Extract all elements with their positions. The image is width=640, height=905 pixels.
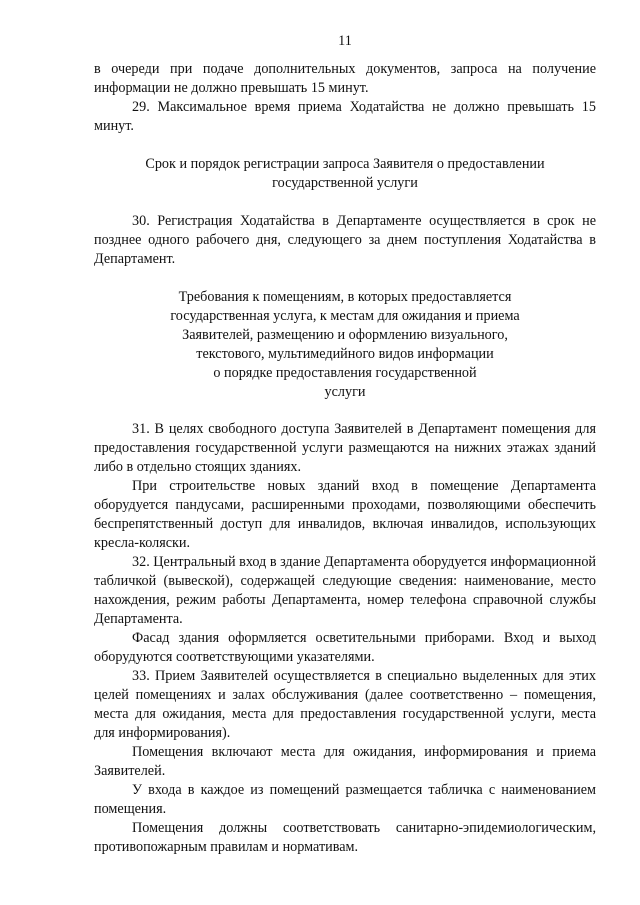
paragraph-33: 33. Прием Заявителей осуществляется в специально выделенных для этих целей помещениях и залах обслуживания (далее соответственно – помещения, места для ожидания, места для предоставления государственной услуги, места для информирования).: [94, 668, 596, 741]
paragraph-31: 31. В целях свободного доступа Заявителей в Департамент помещения для предоставления государственной услуги размещаются на нижних этажах зданий либо в отдельно стоящих зданиях.: [94, 421, 596, 475]
paragraph-facade: Фасад здания оформляется осветительными приборами. Вход и выход оборудуются соответствующими указателями.: [94, 630, 596, 665]
paragraph-29: 29. Максимальное время приема Ходатайства не должно превышать 15 минут.: [94, 99, 596, 134]
heading-line: текстового, мультимедийного видов информации: [196, 346, 494, 362]
document-page: [94, 34, 596, 857]
heading-line: Требования к помещениям, в которых предоставляется: [178, 289, 512, 305]
section-heading-registration: [94, 155, 596, 193]
section-heading-premises: [94, 288, 596, 402]
paragraph-sanitary: Помещения должны соответствовать санитарно-эпидемиологическим, противопожарным правилам и нормативам.: [94, 820, 596, 855]
heading-line: государственная услуга, к местам для ожидания и приема: [170, 308, 520, 324]
heading-line: услуги: [324, 384, 366, 400]
paragraph-30: 30. Регистрация Ходатайства в Департаменте осуществляется в срок не позднее одного рабочего дня, следующего за днем поступления Ходатайства в Департамент.: [94, 213, 596, 267]
page-number: 11: [338, 33, 352, 49]
heading-line: государственной услуги: [272, 175, 418, 191]
heading-line: Заявителей, размещению и оформлению визуального,: [182, 327, 508, 343]
heading-line: Срок и порядок регистрации запроса Заявителя о предоставлении: [145, 156, 545, 172]
paragraph-premises-include: Помещения включают места для ожидания, информирования и приема Заявителей.: [94, 744, 596, 779]
paragraph-continuation: в очереди при подаче дополнительных документов, запроса на получение информации не должно превышать 15 минут.: [94, 61, 596, 96]
paragraph-32: 32. Центральный вход в здание Департамента оборудуется информационной табличкой (вывеской), содержащей следующие сведения: наименование, место нахождения, режим работы Департамента, номер телефона справочной службы Департамента.: [94, 554, 597, 627]
heading-line: о порядке предоставления государственной: [213, 365, 477, 381]
paragraph-new-buildings: При строительстве новых зданий вход в помещение Департамента оборудуется пандусами, расширенными проходами, позволяющими обеспечить беспрепятственный доступ для инвалидов, включая инвалидов, использующих кресла-коляски.: [94, 478, 596, 551]
paragraph-entrance-sign: У входа в каждое из помещений размещается табличка с наименованием помещения.: [94, 782, 596, 817]
